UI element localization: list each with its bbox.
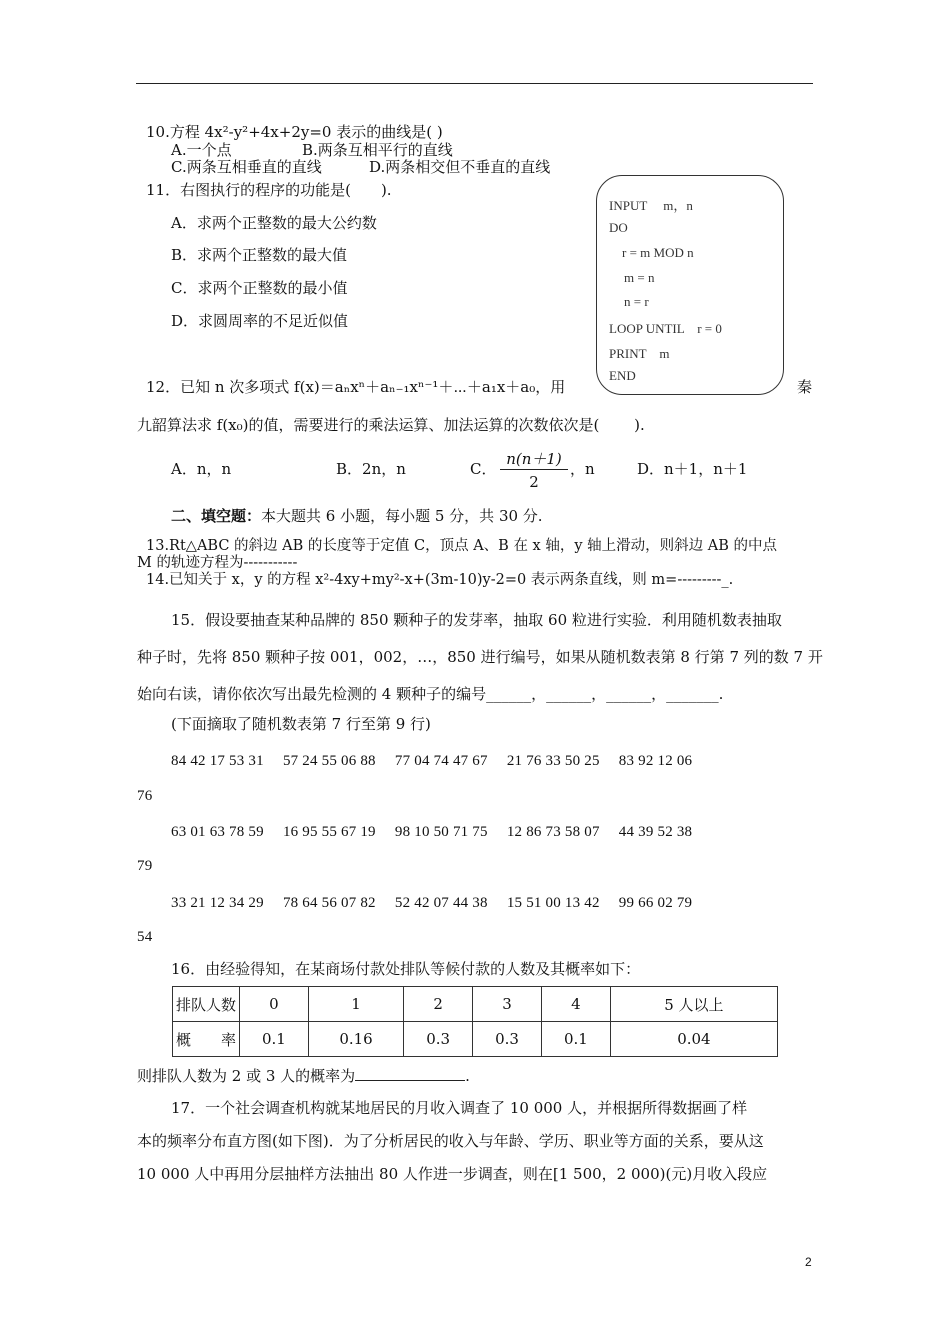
q12-line1-end: 秦 bbox=[797, 378, 813, 396]
q17-line3: 10 000 人中再用分层抽样方法抽出 80 人作进一步调查，则在[1 500，2 000)(元)月收入段应 bbox=[137, 1165, 768, 1183]
table-cell: 0.16 bbox=[308, 1022, 403, 1057]
table-cell: 0.1 bbox=[541, 1022, 610, 1057]
q12-option-b: B．2n，n bbox=[336, 460, 406, 478]
q11-option-c: C．求两个正整数的最小值 bbox=[171, 279, 348, 297]
q10-option-b: B.两条互相平行的直线 bbox=[302, 141, 453, 159]
program-line: PRINT m bbox=[609, 346, 670, 361]
q11-option-b: B．求两个正整数的最大值 bbox=[171, 246, 348, 264]
answer-blank[interactable] bbox=[355, 1066, 465, 1081]
probability-table bbox=[172, 986, 778, 1057]
random-table-row: 76 bbox=[137, 788, 153, 804]
q16-stem: 16．由经验得知，在某商场付款处排队等候付款的人数及其概率如下： bbox=[171, 960, 641, 978]
program-line: m = n bbox=[624, 270, 655, 285]
q12-option-a: A．n，n bbox=[171, 460, 232, 478]
table-header-cell: 概 率 bbox=[173, 1022, 240, 1057]
q12-option-c-numerator: n(n＋1) bbox=[506, 450, 562, 468]
table-cell: 4 bbox=[541, 987, 610, 1022]
program-line: n = r bbox=[624, 294, 649, 309]
q10-stem: 10.方程 4x²-y²+4x+2y=0 表示的曲线是( ) bbox=[146, 123, 443, 141]
table-cell: 0 bbox=[240, 987, 309, 1022]
table-cell: 0.3 bbox=[473, 1022, 542, 1057]
table-cell: 2 bbox=[404, 987, 473, 1022]
program-box bbox=[596, 175, 784, 395]
program-line: LOOP UNTIL r = 0 bbox=[609, 321, 722, 336]
table-cell: 0.3 bbox=[404, 1022, 473, 1057]
fraction-bar bbox=[500, 469, 568, 470]
q12-option-c-denominator: 2 bbox=[529, 473, 539, 491]
program-line: INPUT m，n bbox=[609, 198, 693, 213]
random-table-row: 79 bbox=[137, 858, 153, 874]
q10-option-a: A.一个点 bbox=[171, 141, 232, 159]
q17-line1: 17．一个社会调查机构就某地居民的月收入调查了 10 000 人，并根据所得数据画了样 bbox=[171, 1099, 748, 1117]
q15-note: (下面摘取了随机数表第 7 行至第 9 行) bbox=[171, 715, 431, 733]
table-cell: 0.04 bbox=[610, 1022, 777, 1057]
table-row bbox=[173, 987, 778, 1022]
program-line: END bbox=[609, 368, 636, 383]
q10-option-c: C.两条互相垂直的直线 bbox=[171, 158, 322, 176]
q15-line1: 15．假设要抽查某种品牌的 850 颗种子的发芽率，抽取 60 粒进行实验．利用随机数表抽取 bbox=[171, 611, 782, 629]
program-line: r = m MOD n bbox=[622, 245, 694, 260]
header-rule bbox=[136, 83, 813, 84]
q16-answer-text: 则排队人数为 2 或 3 人的概率为 bbox=[137, 1067, 356, 1085]
q13-line2: M 的轨迹方程为----------- bbox=[137, 555, 298, 571]
table-header-cell: 排队人数 bbox=[173, 987, 240, 1022]
table-cell: 3 bbox=[473, 987, 542, 1022]
q17-line2: 本的频率分布直方图(如下图)．为了分析居民的收入与年龄、学历、职业等方面的关系，要从这 bbox=[137, 1132, 764, 1150]
random-table-row: 33 21 12 34 29 78 64 56 07 82 52 42 07 44 38 15 51 00 13 42 99 66 02 79 bbox=[171, 895, 693, 911]
q12-line2: 九韶算法求 f(x₀)的值，需要进行的乘法运算、加法运算的次数依次是( ). bbox=[137, 416, 645, 434]
section-description: 本大题共 6 小题，每小题 5 分，共 30 分. bbox=[261, 507, 543, 525]
random-table-row: 63 01 63 78 59 16 95 55 67 19 98 10 50 71 75 12 86 73 58 07 44 39 52 38 bbox=[171, 824, 693, 840]
q12-option-d: D．n＋1，n＋1 bbox=[637, 460, 748, 478]
table-cell: 5 人以上 bbox=[610, 987, 777, 1022]
program-line: DO bbox=[609, 220, 628, 235]
q12-option-c-tail: ，n bbox=[570, 460, 595, 478]
q12-line1: 12．已知 n 次多项式 f(x)＝aₙxⁿ＋aₙ₋₁xⁿ⁻¹＋⋯＋a₁x＋a₀，用 bbox=[146, 378, 566, 396]
q11-option-a: A．求两个正整数的最大公约数 bbox=[171, 214, 377, 232]
table-row bbox=[173, 1022, 778, 1057]
random-table-row: 54 bbox=[137, 929, 153, 945]
q15-line2: 种子时，先将 850 颗种子按 001，002，…，850 进行编号，如果从随机数表第 8 行第 7 列的数 7 开 bbox=[137, 648, 823, 666]
q11-stem: 11．右图执行的程序的功能是( ). bbox=[146, 181, 392, 199]
q11-option-d: D．求圆周率的不足近似值 bbox=[171, 312, 349, 330]
q15-line3: 始向右读，请你依次写出最先检测的 4 颗种子的编号______，______，______，_______. bbox=[137, 685, 724, 703]
section-heading bbox=[171, 507, 543, 525]
page-number: 2 bbox=[805, 1255, 812, 1269]
table-cell: 1 bbox=[308, 987, 403, 1022]
table-cell: 0.1 bbox=[240, 1022, 309, 1057]
section-title: 二、填空题： bbox=[171, 507, 262, 525]
q10-option-d: D.两条相交但不垂直的直线 bbox=[369, 158, 551, 176]
q13-line1: 13.Rt△ABC 的斜边 AB 的长度等于定值 C，顶点 A、B 在 x 轴，y 轴上滑动，则斜边 AB 的中点 bbox=[146, 538, 777, 554]
period: . bbox=[465, 1067, 470, 1085]
q14-text: 14.已知关于 x，y 的方程 x²-4xy+my²-x+(3m-10)y-2=0 表示两条直线，则 m=---------_. bbox=[146, 572, 734, 588]
random-table-row: 84 42 17 53 31 57 24 55 06 88 77 04 74 47 67 21 76 33 50 25 83 92 12 06 bbox=[171, 753, 693, 769]
q12-option-c-label: C． bbox=[470, 460, 497, 478]
q16-answer-line bbox=[137, 1066, 470, 1085]
